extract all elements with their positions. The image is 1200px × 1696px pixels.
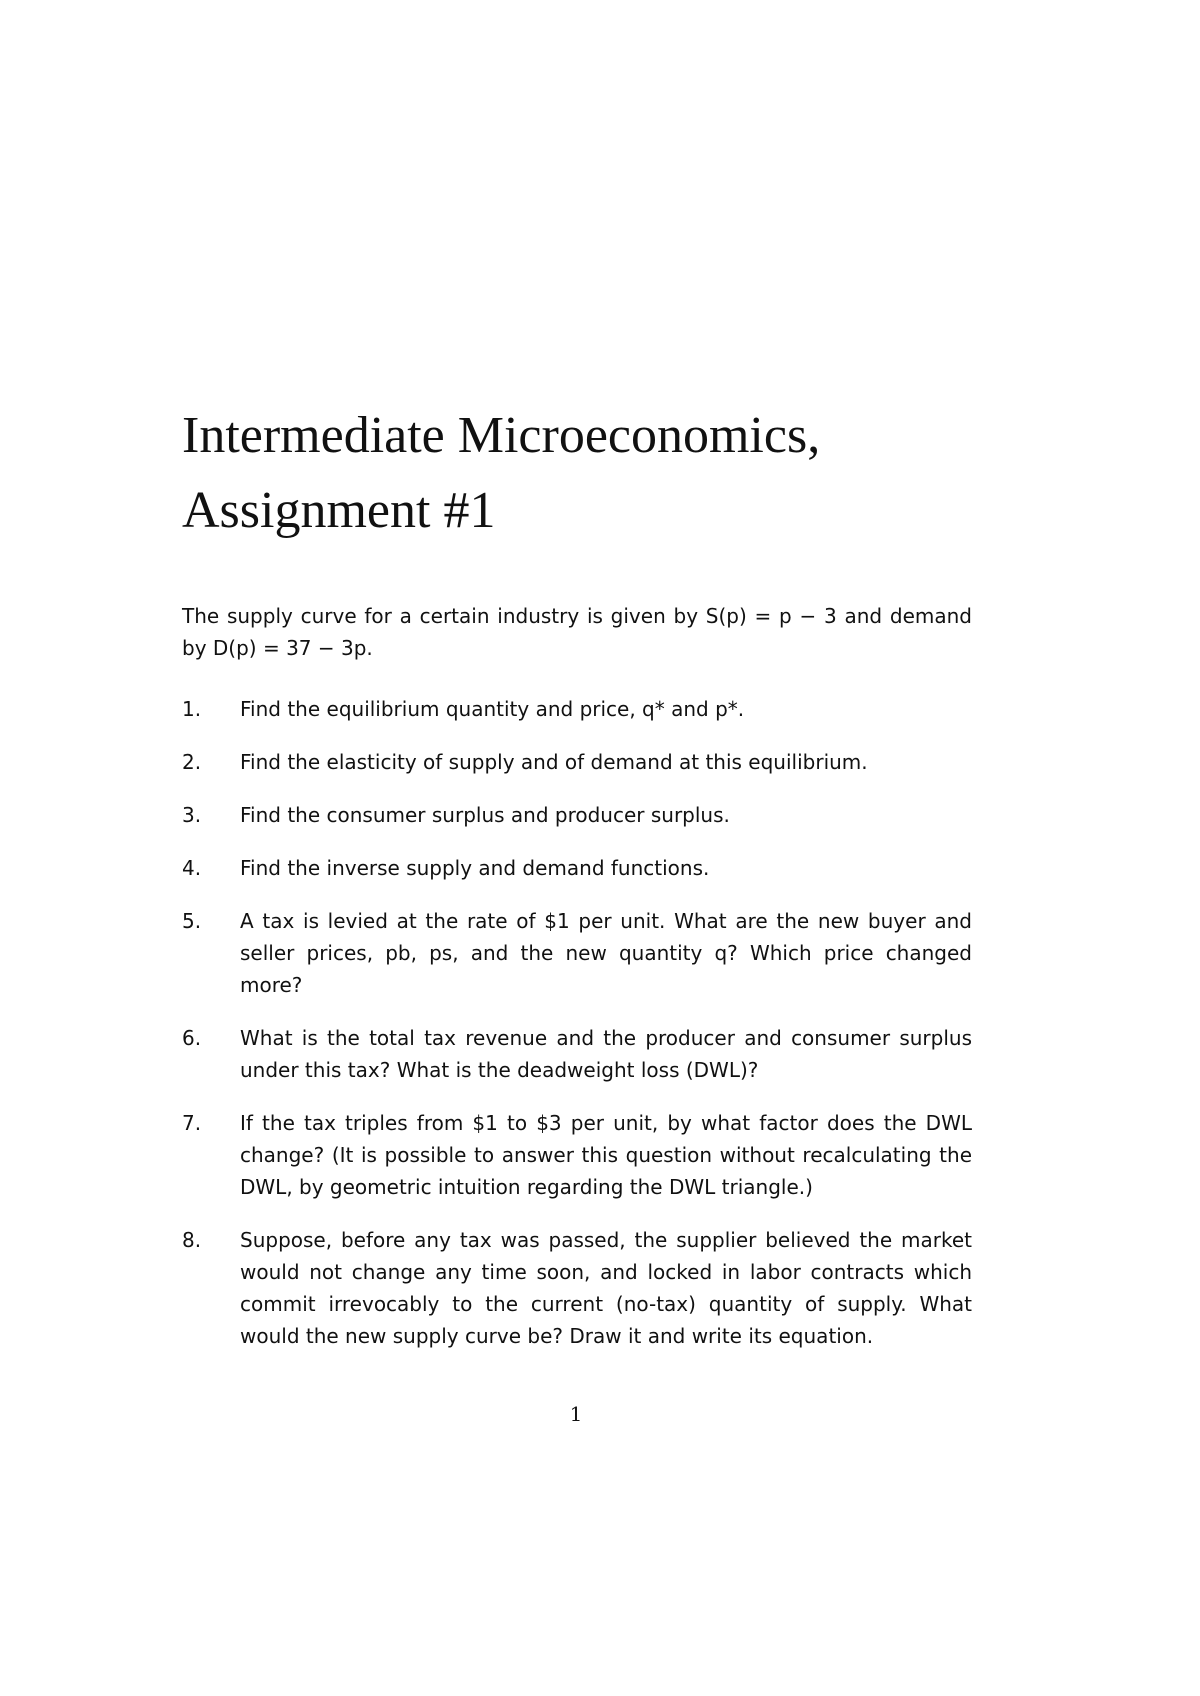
question-text: Find the equilibrium quantity and price, q* and p*. (240, 697, 745, 721)
title-line-2: Assignment #1 (182, 482, 496, 540)
question-item (182, 1224, 972, 1352)
page-title (182, 398, 1062, 549)
question-text: Find the consumer surplus and producer surplus. (240, 803, 730, 827)
question-number: 7. (182, 1111, 202, 1135)
question-number: 2. (182, 750, 202, 774)
intro-paragraph: The supply curve for a certain industry is given by S(p) = p − 3 and demand by D(p) = 37 − 3p. (182, 604, 972, 660)
question-number: 5. (182, 909, 202, 933)
question-item (182, 693, 972, 725)
question-text: Suppose, before any tax was passed, the supplier believed the market would not change any time soon, and locked in labor contracts which commit irrevocably to the current (no-tax) quantity of supply. What would the new supply curve be? Draw it and write its equation. (240, 1228, 972, 1348)
question-item (182, 1022, 972, 1086)
question-list (182, 693, 972, 1373)
title-line-1: Intermediate Microeconomics, (182, 407, 821, 464)
question-text: Find the elasticity of supply and of demand at this equilibrium. (240, 750, 868, 774)
question-number: 8. (182, 1228, 202, 1252)
question-item (182, 905, 972, 1001)
question-item (182, 1107, 972, 1203)
question-text: Find the inverse supply and demand functions. (240, 856, 710, 880)
question-text: If the tax triples from $1 to $3 per unit, by what factor does the DWL change? (It is possible to answer this question without recalculating the DWL, by geometric intuition regarding the DWL triangle.) (240, 1111, 972, 1199)
question-number: 4. (182, 856, 202, 880)
question-item (182, 852, 972, 884)
question-number: 6. (182, 1026, 202, 1050)
page-number: 1 (569, 1402, 583, 1426)
question-text: What is the total tax revenue and the producer and consumer surplus under this tax? What is the deadweight loss (DWL)? (240, 1026, 972, 1082)
question-item (182, 799, 972, 831)
question-number: 3. (182, 803, 202, 827)
question-number: 1. (182, 697, 202, 721)
question-item (182, 746, 972, 778)
question-text: A tax is levied at the rate of $1 per unit. What are the new buyer and seller prices, pb, ps, and the new quantity q? Which price changed more? (240, 909, 972, 997)
